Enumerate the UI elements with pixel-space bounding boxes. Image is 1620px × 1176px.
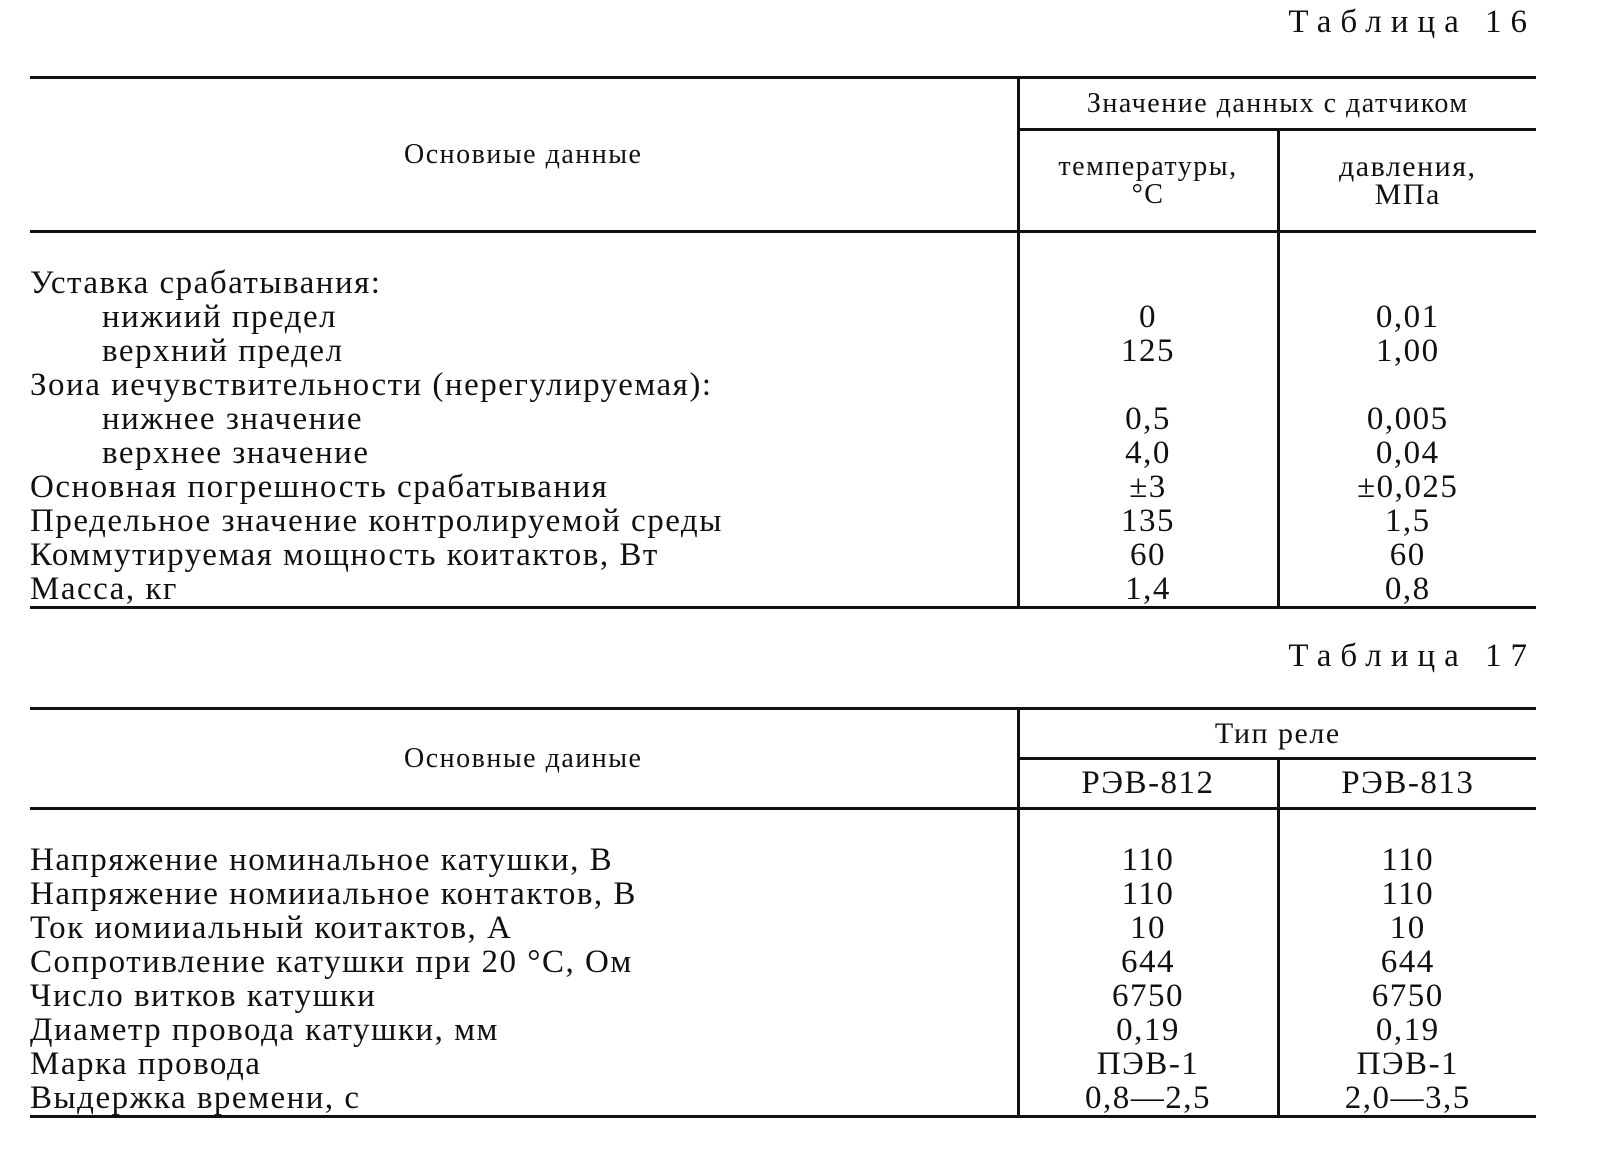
row-label: Основная погрешность срабатывания bbox=[30, 468, 609, 505]
row-label: Диаметр провода катушки, мм bbox=[30, 1011, 499, 1048]
row-label: Предельное значение контролируемой среды bbox=[30, 502, 723, 539]
table16-col-temperature-line2: °С bbox=[1131, 178, 1165, 210]
cell-rev812: 10 bbox=[1018, 911, 1278, 945]
cell-rev813: 2,0—3,5 bbox=[1278, 1081, 1536, 1117]
cell-rev812: 110 bbox=[1018, 877, 1278, 911]
cell-rev812: 0,19 bbox=[1018, 1013, 1278, 1047]
row-label: Сопротивление катушки при 20 °С, Ом bbox=[30, 943, 633, 980]
table-row bbox=[30, 572, 1536, 608]
table-row bbox=[30, 504, 1536, 538]
row-label: Уставка срабатывания: bbox=[30, 264, 382, 301]
row-label: верхний предел bbox=[102, 332, 344, 369]
cell-pressure bbox=[1278, 266, 1536, 300]
table-row bbox=[30, 1047, 1536, 1081]
table-row bbox=[30, 945, 1536, 979]
table-row bbox=[30, 1013, 1536, 1047]
table-row bbox=[30, 1081, 1536, 1117]
table16-col-pressure-line1: давления, bbox=[1338, 149, 1477, 183]
table16 bbox=[30, 76, 1536, 609]
table17 bbox=[30, 707, 1536, 1118]
table17-row-label-header: Основные даиные bbox=[30, 709, 1018, 809]
table-row bbox=[30, 538, 1536, 572]
cell-temperature bbox=[1018, 266, 1278, 300]
cell-pressure: 1,00 bbox=[1278, 334, 1536, 368]
table17-group-header: Тип реле bbox=[1018, 709, 1536, 759]
row-label: Масса, кг bbox=[30, 572, 1018, 608]
cell-rev813: 0,19 bbox=[1278, 1013, 1536, 1047]
cell-rev812: ПЭВ-1 bbox=[1018, 1047, 1278, 1081]
cell-temperature: ±3 bbox=[1018, 470, 1278, 504]
table-row bbox=[30, 402, 1536, 436]
table16-col-pressure bbox=[1278, 130, 1536, 232]
table17-col-rev812: РЭВ-812 bbox=[1018, 759, 1278, 809]
table-row bbox=[30, 843, 1536, 877]
row-label: нижнее значение bbox=[102, 400, 364, 437]
row-label: Выдержка времени, с bbox=[30, 1081, 1018, 1117]
cell-temperature: 60 bbox=[1018, 538, 1278, 572]
cell-rev812: 0,8—2,5 bbox=[1018, 1081, 1278, 1117]
cell-rev813: 110 bbox=[1278, 877, 1536, 911]
cell-pressure: 0,005 bbox=[1278, 402, 1536, 436]
row-label: Зоиа иечувствительности (нерегулируемая): bbox=[30, 366, 713, 403]
cell-pressure: 0,01 bbox=[1278, 300, 1536, 334]
cell-temperature: 135 bbox=[1018, 504, 1278, 538]
cell-pressure bbox=[1278, 368, 1536, 402]
cell-temperature bbox=[1018, 368, 1278, 402]
table-row bbox=[30, 266, 1536, 300]
table-row bbox=[30, 470, 1536, 504]
row-label: верхнее значение bbox=[102, 434, 370, 471]
table-row bbox=[30, 979, 1536, 1013]
cell-rev813: 6750 bbox=[1278, 979, 1536, 1013]
table16-row-label-header: Основиые данные bbox=[30, 78, 1018, 232]
table16-col-temperature-line1: температуры, bbox=[1058, 150, 1238, 182]
cell-pressure: 1,5 bbox=[1278, 504, 1536, 538]
row-label: Напряжение номииальное контактов, В bbox=[30, 875, 637, 912]
table-row bbox=[30, 436, 1536, 470]
cell-temperature: 0 bbox=[1018, 300, 1278, 334]
row-label: нижиий предел bbox=[102, 298, 338, 335]
cell-pressure: ±0,025 bbox=[1278, 470, 1536, 504]
table-row bbox=[30, 911, 1536, 945]
table17-caption: Таблица 17 bbox=[1288, 638, 1536, 674]
cell-pressure: 0,8 bbox=[1278, 572, 1536, 608]
table-row bbox=[30, 368, 1536, 402]
row-label: Коммутируемая мощность коитактов, Вт bbox=[30, 536, 659, 573]
cell-temperature: 125 bbox=[1018, 334, 1278, 368]
cell-temperature: 0,5 bbox=[1018, 402, 1278, 436]
table16-col-temperature bbox=[1018, 130, 1278, 232]
row-label: Марка провода bbox=[30, 1045, 262, 1082]
table-row bbox=[30, 334, 1536, 368]
row-label: Напряжение номинальное катушки, В bbox=[30, 841, 614, 878]
table-row bbox=[30, 300, 1536, 334]
cell-rev812: 110 bbox=[1018, 843, 1278, 877]
cell-rev813: 10 bbox=[1278, 911, 1536, 945]
cell-temperature: 4,0 bbox=[1018, 436, 1278, 470]
cell-rev813: ПЭВ-1 bbox=[1278, 1047, 1536, 1081]
cell-rev812: 644 bbox=[1018, 945, 1278, 979]
cell-rev813: 110 bbox=[1278, 843, 1536, 877]
cell-temperature: 1,4 bbox=[1018, 572, 1278, 608]
table16-group-header: Значение данных с датчиком bbox=[1018, 78, 1536, 130]
cell-pressure: 0,04 bbox=[1278, 436, 1536, 470]
table17-col-rev813: РЭВ-813 bbox=[1278, 759, 1536, 809]
row-label: Ток иомииальный коитактов, А bbox=[30, 909, 513, 946]
table16-col-pressure-line2: МПа bbox=[1374, 177, 1441, 211]
cell-rev812: 6750 bbox=[1018, 979, 1278, 1013]
table-row bbox=[30, 877, 1536, 911]
table16-caption: Таблица 16 bbox=[1288, 4, 1536, 40]
cell-pressure: 60 bbox=[1278, 538, 1536, 572]
cell-rev813: 644 bbox=[1278, 945, 1536, 979]
row-label: Число витков катушки bbox=[30, 977, 377, 1014]
